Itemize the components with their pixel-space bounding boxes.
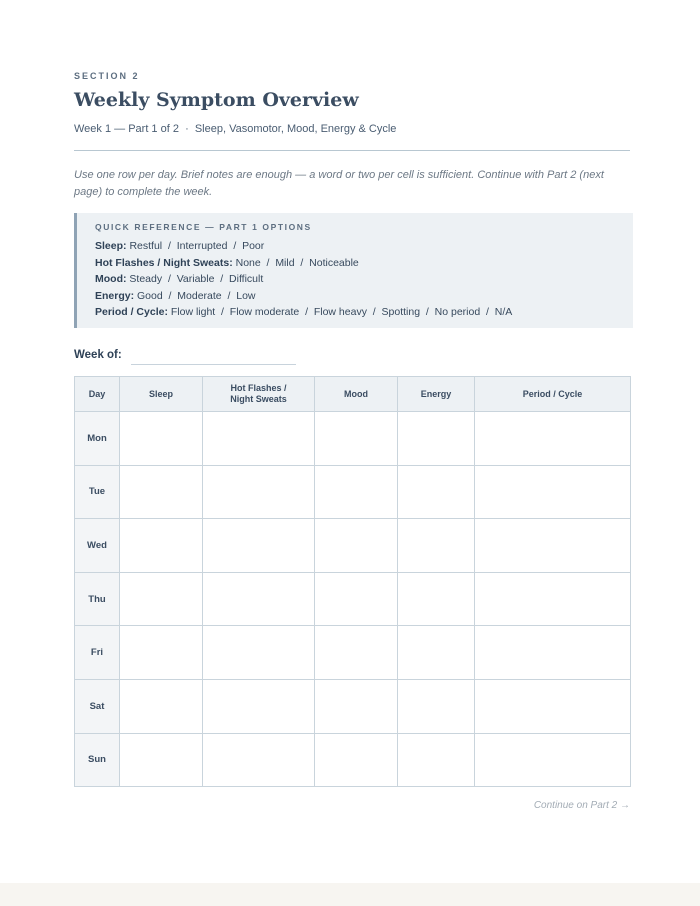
reference-label: Energy: xyxy=(95,289,135,302)
sleep-cell[interactable] xyxy=(120,412,203,466)
column-header-day: Day xyxy=(75,377,120,412)
week-of-row xyxy=(74,349,374,367)
day-cell: Sat xyxy=(75,679,120,733)
day-cell: Fri xyxy=(75,626,120,680)
energy-cell[interactable] xyxy=(398,412,475,466)
column-header-sleep: Sleep xyxy=(120,377,203,412)
period-cell[interactable] xyxy=(475,626,631,680)
table-row xyxy=(75,626,631,680)
table-row xyxy=(75,519,631,573)
hot-flashes-cell[interactable] xyxy=(203,465,315,519)
reference-label: Sleep: xyxy=(95,240,127,252)
mood-cell[interactable] xyxy=(315,412,398,466)
energy-cell[interactable] xyxy=(398,626,475,680)
period-cell[interactable] xyxy=(475,412,631,466)
mood-cell[interactable] xyxy=(315,679,398,733)
mood-cell[interactable] xyxy=(315,572,398,626)
day-cell: Sun xyxy=(75,733,120,787)
period-cell[interactable] xyxy=(475,572,631,626)
week-of-label: Week of: xyxy=(74,349,122,361)
reference-label: Hot Flashes / Night Sweats: xyxy=(95,256,233,269)
sleep-cell[interactable] xyxy=(120,733,203,787)
day-cell: Tue xyxy=(75,465,120,519)
mood-cell[interactable] xyxy=(315,465,398,519)
reference-options: Good / Moderate / Low xyxy=(137,289,256,302)
mood-cell[interactable] xyxy=(315,626,398,680)
reference-options: None / Mild / Noticeable xyxy=(235,256,359,269)
hot-flashes-cell[interactable] xyxy=(203,626,315,680)
table-row xyxy=(75,733,631,787)
sleep-cell[interactable] xyxy=(120,679,203,733)
day-cell: Thu xyxy=(75,572,120,626)
table-row xyxy=(75,412,631,466)
mood-cell[interactable] xyxy=(315,733,398,787)
reference-line-energy xyxy=(95,288,633,305)
page-title: Weekly Symptom Overview xyxy=(74,89,359,111)
sleep-cell[interactable] xyxy=(120,519,203,573)
reference-options: Flow light / Flow moderate / Flow heavy / Spotting / No period / N/A xyxy=(170,306,513,319)
period-cell[interactable] xyxy=(475,519,631,573)
energy-cell[interactable] xyxy=(398,465,475,519)
continue-note: Continue on Part 2 → xyxy=(533,800,630,811)
header-divider xyxy=(74,150,630,151)
day-cell: Mon xyxy=(75,412,120,466)
column-header-hot-flashes-line2: Night Sweats xyxy=(230,394,287,404)
week-of-field[interactable] xyxy=(131,364,296,365)
reference-line-period xyxy=(95,304,633,321)
column-header-hot-flashes xyxy=(203,377,315,412)
hot-flashes-cell[interactable] xyxy=(203,572,315,626)
sleep-cell[interactable] xyxy=(120,626,203,680)
quick-reference-box xyxy=(74,213,633,328)
day-cell: Wed xyxy=(75,519,120,573)
mood-cell[interactable] xyxy=(315,519,398,573)
period-cell[interactable] xyxy=(475,679,631,733)
symptom-log-table xyxy=(74,376,631,787)
column-header-mood: Mood xyxy=(315,377,398,412)
energy-cell[interactable] xyxy=(398,519,475,573)
column-header-hot-flashes-line1: Hot Flashes / xyxy=(230,383,287,393)
page-subtitle: Week 1 — Part 1 of 2 · Sleep, Vasomotor, Mood, Energy & Cycle xyxy=(74,123,397,135)
reference-line-mood xyxy=(95,271,633,288)
table-row xyxy=(75,465,631,519)
energy-cell[interactable] xyxy=(398,572,475,626)
reference-line-sleep xyxy=(95,238,633,255)
column-header-energy: Energy xyxy=(398,377,475,412)
reference-line-hot-flashes xyxy=(95,255,633,272)
hot-flashes-cell[interactable] xyxy=(203,733,315,787)
hot-flashes-cell[interactable] xyxy=(203,519,315,573)
reference-label: Period / Cycle: xyxy=(95,306,168,319)
energy-cell[interactable] xyxy=(398,679,475,733)
reference-options: Restful / Interrupted / Poor xyxy=(129,240,265,252)
hot-flashes-cell[interactable] xyxy=(203,412,315,466)
period-cell[interactable] xyxy=(475,733,631,787)
reference-options: Steady / Variable / Difficult xyxy=(129,273,264,286)
energy-cell[interactable] xyxy=(398,733,475,787)
section-label: SECTION 2 xyxy=(74,71,140,81)
column-header-period: Period / Cycle xyxy=(475,377,631,412)
hot-flashes-cell[interactable] xyxy=(203,679,315,733)
period-cell[interactable] xyxy=(475,465,631,519)
table-row xyxy=(75,572,631,626)
sleep-cell[interactable] xyxy=(120,465,203,519)
reference-label: Mood: xyxy=(95,273,127,286)
quick-reference-heading: QUICK REFERENCE — PART 1 OPTIONS xyxy=(95,222,312,232)
instructions-text: Use one row per day. Brief notes are enough — a word or two per cell is sufficient. Continue with Part 2 (next page) to complete the week. xyxy=(74,169,604,198)
sleep-cell[interactable] xyxy=(120,572,203,626)
table-row xyxy=(75,679,631,733)
table-header-row xyxy=(75,377,631,412)
